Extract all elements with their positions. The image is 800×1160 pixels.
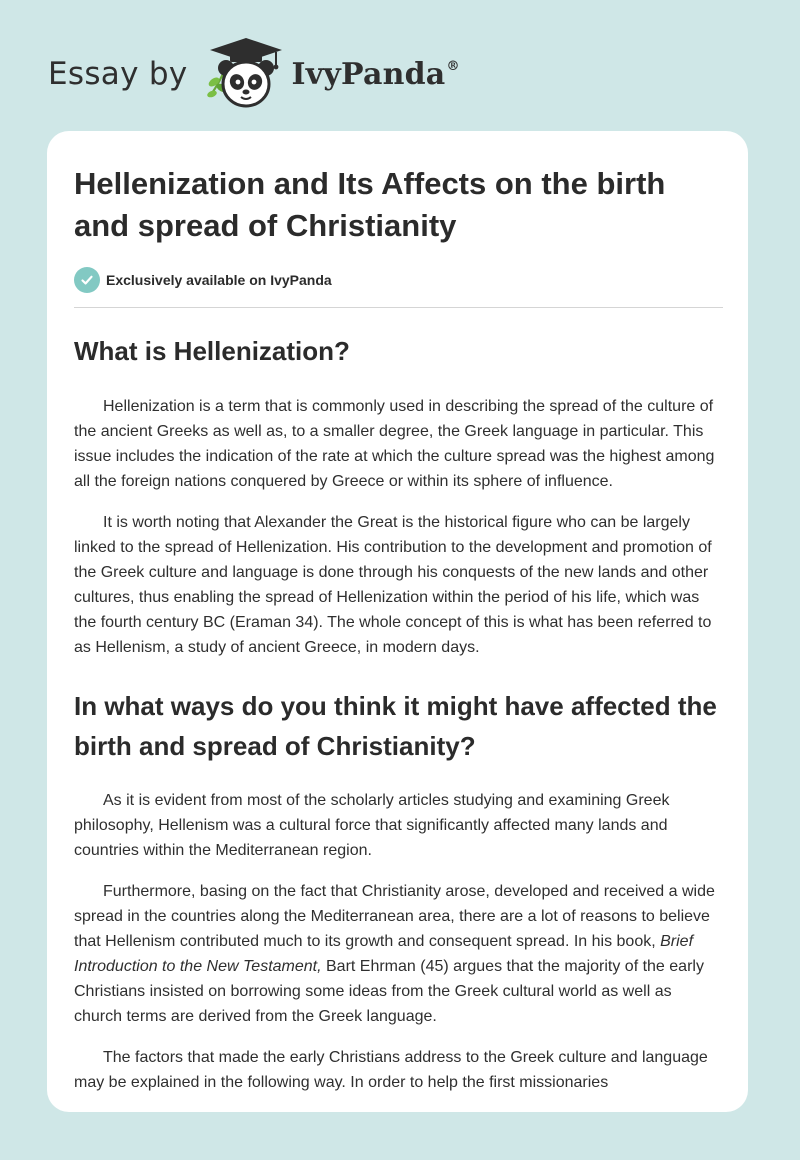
paragraph: Hellenization is a term that is commonly used in describing the spread of the culture of the ancient Greeks as well as, to a smaller degree, the Greek language in particular. This issue includes the indication of the rate at which the culture spread was the highest among all the foreign nations conquered by Greece or within its sphere of influence. (74, 398, 715, 490)
paragraph (74, 879, 723, 1029)
exclusive-label: Exclusively available on IvyPanda (106, 272, 332, 288)
check-icon (74, 267, 100, 293)
section-heading: In what ways do you think it might have affected the birth and spread of Christianity? (74, 691, 717, 761)
divider (74, 307, 723, 308)
section-heading: What is Hellenization? (74, 336, 350, 366)
brand-header (48, 36, 460, 112)
book-title: Brief Introduction to the New Testament, (74, 933, 694, 975)
exclusive-badge (74, 267, 723, 293)
paragraph-text: Bart Ehrman (45) argues that the majority of the early Christians insisted on borrowing some ideas from the Greek cultural world as well as church terms are derived from the Greek language. (74, 958, 704, 1025)
registered-mark: ® (446, 58, 460, 74)
essay-content (74, 163, 723, 1095)
panda-graduate-icon (202, 36, 290, 112)
essay-card (47, 131, 748, 1112)
brand-prefix: Essay by (48, 56, 188, 92)
paragraph: As it is evident from most of the scholarly articles studying and examining Greek philosophy, Hellenism was a cultural force that significantly affected many lands and countries within the Mediterranean region. (74, 792, 670, 859)
brand-name: IvyPanda® (291, 56, 460, 92)
paragraph: It is worth noting that Alexander the Great is the historical figure who can be largely linked to the spread of Hellenization. His contribution to the development and promotion of the Greek culture and language is done through his conquests of the new lands and other cultures, thus enabling the spread of Hellenization within the period of his life, which was the fourth century BC (Eraman 34). The whole concept of this is what has been referred to as Hellenism, a study of ancient Greece, in modern days. (74, 514, 712, 656)
essay-title: Hellenization and Its Affects on the birth and spread of Christianity (74, 166, 666, 243)
paragraph: The factors that made the early Christians address to the Greek culture and language may be explained in the following way. In order to help the first missionaries (74, 1049, 708, 1091)
paragraph-text: Furthermore, basing on the fact that Christianity arose, developed and received a wide spread in the countries along the Mediterranean area, there are a lot of reasons to believe that Hellenism contributed much to its growth and consequent spread. In his book, (74, 883, 715, 950)
